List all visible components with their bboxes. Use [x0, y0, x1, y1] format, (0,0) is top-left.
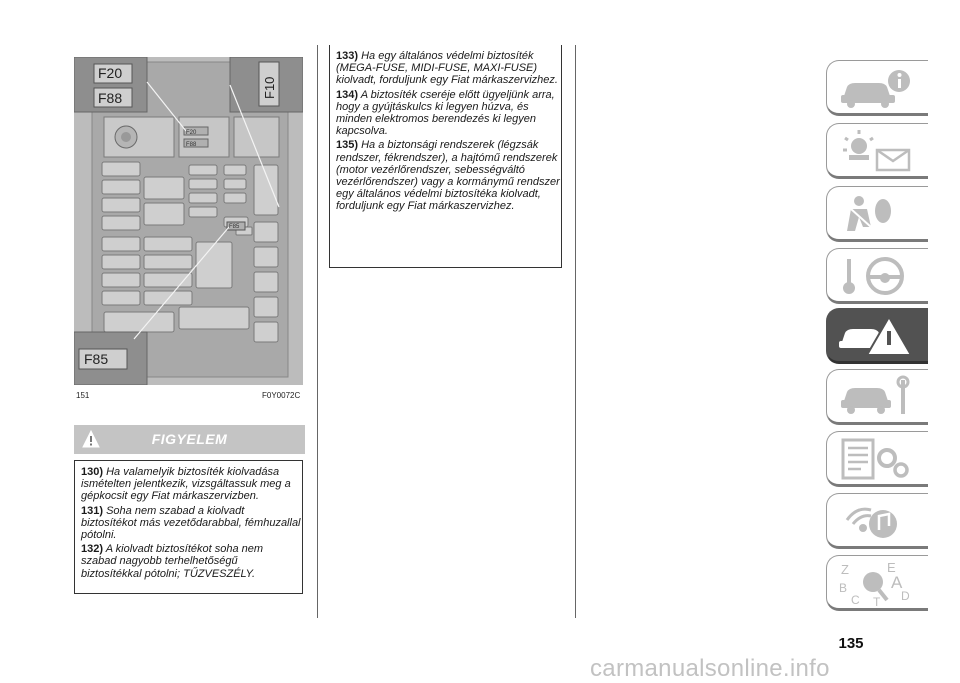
note-text: Ha egy általános védelmi biztosíték (MEGA-FUSE, MIDI-FUSE, MAXI-FUSE) kiolvadt, forduljunk egy Fiat márkaszervizhez.: [336, 50, 558, 87]
index-letter: C: [851, 593, 860, 606]
figure-number: 151: [76, 391, 90, 400]
svg-text:F20: F20: [186, 130, 197, 136]
note-number: 134): [336, 88, 359, 101]
note-number: 131): [81, 504, 104, 517]
multimedia-icon: [837, 498, 921, 544]
continued-warning-box: [329, 45, 562, 268]
car-info-icon: [837, 65, 921, 111]
warning-lights-icon: [837, 128, 921, 174]
warning-notes-continued: [336, 50, 560, 215]
index-letter: Z: [841, 562, 849, 577]
note-134: [336, 89, 560, 138]
technical-data-icon: [837, 436, 921, 482]
fuse-box-figure: [74, 57, 303, 385]
note-132: [81, 543, 301, 580]
note-text: A kiolvadt biztosítékot soha nem szabad nagyobb terhelhetőségű biztosítékkal pótolni; TŰZVESZÉLY.: [81, 543, 264, 580]
note-131: [81, 505, 301, 542]
callout-f85: F85: [84, 351, 109, 367]
note-135: [336, 139, 560, 212]
index-letter: B: [839, 581, 848, 595]
tab-technical-data[interactable]: [826, 431, 928, 487]
tab-multimedia[interactable]: [826, 493, 928, 549]
note-text: A biztosíték cseréje előtt ügyeljünk arra, hogy a gyújtáskulcs ki legyen húzva, és minden elektromos berendezés ki legyen kapcsolva.: [336, 88, 555, 138]
tab-safety[interactable]: [826, 186, 928, 242]
tab-car-info[interactable]: [826, 60, 928, 116]
warning-header: [74, 425, 305, 454]
tab-warning-lights[interactable]: [826, 123, 928, 179]
tab-emergency[interactable]: [826, 308, 928, 364]
note-number: 132): [81, 543, 104, 556]
note-number: 133): [336, 50, 359, 62]
index-letter: E: [887, 560, 896, 575]
safety-airbag-icon: [837, 191, 921, 237]
emergency-icon: [837, 313, 921, 359]
warning-title: FIGYELEM: [151, 431, 228, 447]
tab-maintenance[interactable]: [826, 369, 928, 425]
note-133: [336, 50, 560, 87]
car-maintenance-icon: [837, 374, 921, 420]
column-divider: [575, 45, 576, 618]
note-number: 135): [336, 139, 359, 152]
page-number: 135: [838, 635, 864, 652]
figure-code: F0Y0072C: [262, 391, 301, 400]
tab-starting-driving[interactable]: [826, 248, 928, 304]
index-icon: [837, 560, 921, 606]
index-letter: D: [901, 589, 910, 603]
svg-text:F88: F88: [186, 142, 197, 148]
warning-body: [74, 460, 303, 594]
tab-index[interactable]: [826, 555, 928, 611]
callout-f88: F88: [98, 90, 123, 106]
note-text: Ha a biztonsági rendszerek (légzsák rendszer, fékrendszer), a hajtómű rendszerek (motor vezérlőrendszer, sebességváltó vezérlőrendszer) vagy a kormánymű rendszer egy általános védelmi biztosítéka kiolvadt, forduljunk egy Fiat márkaszervizhez.: [336, 139, 560, 213]
index-letter: T: [873, 595, 881, 606]
svg-text:F85: F85: [229, 224, 240, 230]
note-number: 130): [81, 466, 104, 478]
column-divider: [317, 45, 318, 618]
index-letter: A: [891, 573, 903, 592]
warning-notes: [81, 466, 301, 582]
steering-key-icon: [837, 253, 921, 299]
note-text: Ha valamelyik biztosíték kiolvadása ismételten jelentkezik, vizsgáltassuk meg a gépkocsit egy Fiat márkaszervizben.: [81, 466, 291, 503]
callout-f20: F20: [98, 65, 123, 81]
note-text: Soha nem szabad a kiolvadt biztosítékot más vezetődarabbal, fémhuzallal pótolni.: [81, 504, 301, 542]
warning-triangle-icon: [82, 430, 100, 448]
note-130: [81, 466, 301, 503]
watermark: carmanualsonline.info: [590, 655, 830, 682]
callout-f10: F10: [262, 76, 277, 99]
